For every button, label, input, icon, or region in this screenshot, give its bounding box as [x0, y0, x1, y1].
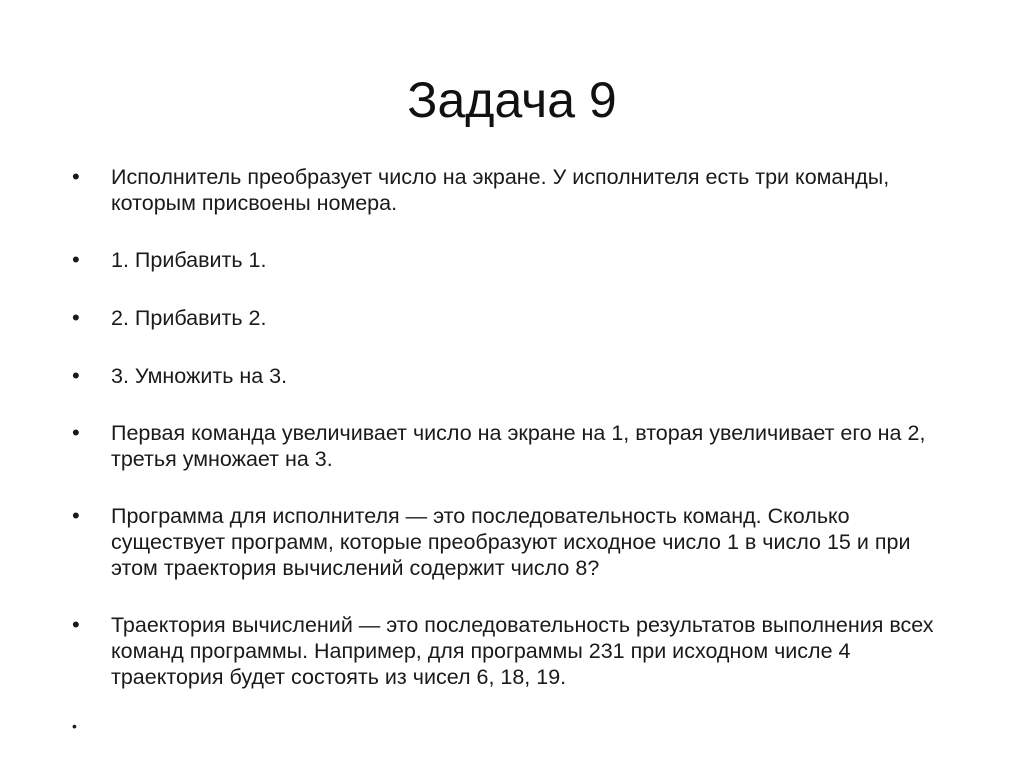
- bullet-marker: •: [72, 305, 80, 330]
- bullet-marker: •: [72, 718, 77, 734]
- bullet-marker: •: [72, 247, 80, 272]
- bullet-text: Первая команда увеличивает число на экране на 1, вторая увеличивает его на 2, третья умножает на 3.: [111, 421, 926, 471]
- bullet-text: 3. Умножить на 3.: [111, 364, 288, 388]
- bullet-text: 1. Прибавить 1.: [111, 248, 267, 272]
- slide-title: Задача 9: [407, 72, 617, 128]
- bullet-marker: •: [72, 612, 80, 637]
- bullet-marker: •: [72, 503, 80, 528]
- bullet-text: Программа для исполнителя — это последовательность команд. Сколько существует программ, которые преобразуют исходное число 1 в число 15 и при этом траектория вычислений содержит число 8?: [111, 504, 911, 580]
- bullet-text: Исполнитель преобразует число на экране. У исполнителя есть три команды, которым присвоены номера.: [111, 165, 890, 215]
- bullet-marker: •: [72, 420, 80, 445]
- bullet-marker: •: [72, 363, 80, 388]
- bullet-marker: •: [72, 164, 80, 189]
- bullet-text: Траектория вычислений — это последовательность результатов выполнения всех команд программы. Например, для программы 231 при исходном числе 4 траектория будет состоять из чисел 6, 18, 19.: [111, 613, 934, 689]
- bullet-text: 2. Прибавить 2.: [111, 306, 267, 330]
